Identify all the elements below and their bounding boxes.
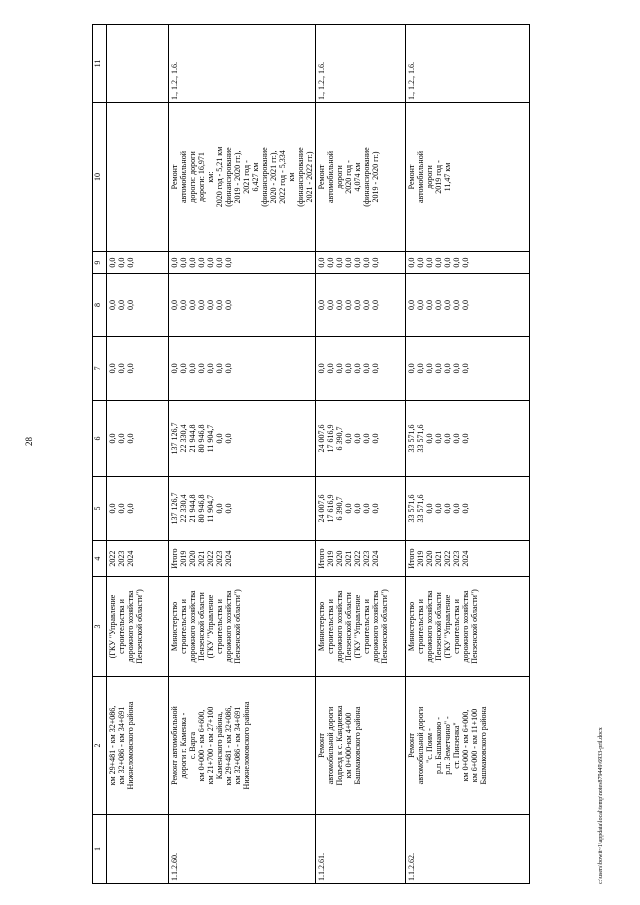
col7-value-line: 0,0	[407, 363, 416, 374]
executor-line: Министерство	[317, 601, 326, 652]
col5-value-line: 0,0	[117, 503, 126, 514]
col6-value-line: 0,0	[224, 433, 233, 444]
col9-value-line: 0,0	[197, 257, 206, 268]
col5-value-line: 0,0	[215, 503, 224, 514]
executor-line: дорожного хозяйства	[126, 590, 135, 663]
result-indicator-line: 2020 - 2021 гг.),	[269, 150, 278, 204]
col5-value-line: 33 571,6	[416, 494, 425, 523]
col9-value-line: 0,0	[224, 257, 233, 268]
col8-value	[107, 274, 169, 336]
year-line: Итого	[170, 548, 179, 569]
event-name-line: км 0+000-км 4+000	[344, 712, 353, 779]
executor-line: Пензенской области	[434, 592, 443, 661]
result-indicator-line: км:	[206, 171, 215, 183]
event-name-line: автомобильной дороги	[416, 706, 425, 785]
result-indicator-line: 2021 - 2022 гг.)	[305, 151, 314, 203]
col6-value	[406, 401, 530, 477]
col5-value-line: 17 616,9	[326, 494, 335, 523]
result-indicator-line: Ремонт	[407, 164, 416, 190]
table-row	[169, 25, 316, 884]
col5-value-line: 11 904,7	[206, 494, 215, 523]
col8-value-line: 0,0	[434, 299, 443, 310]
result-indicator-line: дороги: 16,971	[197, 152, 206, 202]
result-indicator-line: Ремонт	[170, 164, 179, 190]
event-name-line: р.п. Земетчино" -	[443, 716, 452, 775]
col5-value	[169, 476, 316, 541]
col7-value-line: 0,0	[425, 363, 434, 374]
col8-value-line: 0,0	[117, 299, 126, 310]
year-line: 2023	[452, 550, 461, 567]
result-indicator-line: (финансирование	[362, 147, 371, 207]
event-name-line: ст. Пинзенка"	[452, 722, 461, 769]
year-line: 2021	[434, 550, 443, 567]
executor-line: строительства и	[416, 599, 425, 654]
col9-value-line: 0,0	[335, 257, 344, 268]
col6-value-line: 21 944,8	[188, 424, 197, 453]
col9-value-line: 0,0	[126, 257, 135, 268]
col6-value-line: 80 946,8	[197, 424, 206, 453]
program-table	[92, 24, 530, 884]
col6-value-line: 0,0	[452, 433, 461, 444]
executor-line: строительства и	[215, 599, 224, 654]
col7-value-line: 0,0	[362, 363, 371, 374]
col7-value-line: 0,0	[344, 363, 353, 374]
result-indicator-line: 2019 - 2020 гг.)	[371, 151, 380, 203]
year-line: 2019	[416, 550, 425, 567]
result-indicator-line: дороги	[425, 165, 434, 189]
col7-value	[169, 336, 316, 401]
event-name-line: Подъезд к с. Кандиевка	[335, 705, 344, 786]
event-name-line: с. Варга	[188, 731, 197, 760]
col8-value-line: 0,0	[326, 299, 335, 310]
row-id: 1.1.2.61.	[316, 815, 406, 884]
col6-value-line: 0,0	[371, 433, 380, 444]
col8-value-line: 0,0	[452, 299, 461, 310]
col5-value-line: 0,0	[353, 503, 362, 514]
result-indicator-line: 2019 год -	[434, 160, 443, 194]
col5-value-line: 0,0	[434, 503, 443, 514]
col8-value-line: 0,0	[443, 299, 452, 310]
col6-value-line: 0,0	[362, 433, 371, 444]
col7-value-line: 0,0	[224, 363, 233, 374]
event-name	[406, 677, 530, 815]
executor-line: строительства и	[452, 599, 461, 654]
col9-value	[316, 252, 406, 274]
col7-value	[107, 336, 169, 401]
event-name-line: "с. Поим -	[425, 728, 434, 763]
col5-value-line: 0,0	[461, 503, 470, 514]
executor-line: строительства и	[362, 599, 371, 654]
col7-value-line: 0,0	[416, 363, 425, 374]
year	[316, 541, 406, 577]
col5-value-line: 80 946,8	[197, 494, 206, 523]
col7-value-line: 0,0	[371, 363, 380, 374]
col8-value-line: 0,0	[126, 299, 135, 310]
col7-value-line: 0,0	[179, 363, 188, 374]
col5-value-line: 0,0	[224, 503, 233, 514]
col9-value-line: 0,0	[108, 257, 117, 268]
col6-value-line: 0,0	[215, 433, 224, 444]
event-name-line: км 21+700 - км 27+100	[206, 706, 215, 785]
col6-value-line: 6 390,7	[335, 426, 344, 451]
col9-value-line: 0,0	[344, 257, 353, 268]
row-id	[107, 815, 169, 884]
executor-line: Пензенской области")	[233, 589, 242, 664]
col7-value-line: 0,0	[317, 363, 326, 374]
event-name-line: км 0+000 - км 6+600,	[197, 709, 206, 782]
col6-value-line: 33 571,6	[407, 424, 416, 453]
col8-value-line: 0,0	[179, 299, 188, 310]
col5-value-line: 137 126,7	[170, 492, 179, 525]
executor-line: дорожного хозяйства	[188, 590, 197, 663]
col5-value-line: 0,0	[108, 503, 117, 514]
col6-value-line: 24 007,6	[317, 424, 326, 453]
result-indicator-line: автомобильной	[179, 151, 188, 203]
col8-value-line: 0,0	[197, 299, 206, 310]
col6-value-line: 0,0	[425, 433, 434, 444]
col9-value-line: 0,0	[117, 257, 126, 268]
col9-value-line: 0,0	[452, 257, 461, 268]
col6-value-line: 33 571,6	[416, 424, 425, 453]
executor-line: Пензенской области")	[135, 589, 144, 664]
executor-line: Пензенской области	[197, 592, 206, 661]
col8-value-line: 0,0	[362, 299, 371, 310]
event-name-line: дороги г. Каменка -	[179, 712, 188, 779]
col8-value-line: 0,0	[461, 299, 470, 310]
result-indicator	[316, 102, 406, 251]
year-line: 2024	[126, 550, 135, 567]
year-line: 2020	[335, 550, 344, 567]
col5-value	[406, 476, 530, 541]
executor-line: дорожного хозяйства	[461, 590, 470, 663]
col9-value-line: 0,0	[326, 257, 335, 268]
executor	[406, 576, 530, 676]
col7-value-line: 0,0	[461, 363, 470, 374]
result-indicator-line: дороги	[335, 165, 344, 189]
executor-line: Пензенской области	[344, 592, 353, 661]
col6-value-line: 0,0	[434, 433, 443, 444]
col7-value-line: 0,0	[188, 363, 197, 374]
footer-path: c:\users\bowit~1\appdata\local\temp\notes879449\6933-pril.docx	[598, 727, 604, 884]
header-cell: 4	[93, 541, 107, 577]
col6-value	[316, 401, 406, 477]
col7-value-line: 0,0	[326, 363, 335, 374]
header-cell: 3	[93, 576, 107, 676]
event-name-line: Башмаковского района	[353, 706, 362, 785]
col8-value-line: 0,0	[108, 299, 117, 310]
col9-value-line: 0,0	[215, 257, 224, 268]
col9-value-line: 0,0	[434, 257, 443, 268]
col6-value-line: 22 330,4	[179, 424, 188, 453]
event-name-line: Нижнеломовского района	[126, 701, 135, 790]
col8-value-line: 0,0	[215, 299, 224, 310]
year-line: 2022	[443, 550, 452, 567]
event-name-line: Башмаковского района	[479, 706, 488, 785]
result-indicator-line: 2022 год - 5,334	[278, 150, 287, 204]
col7-value	[406, 336, 530, 401]
year-line: 2022	[108, 550, 117, 567]
year-line: 2022	[206, 550, 215, 567]
col8-value-line: 0,0	[317, 299, 326, 310]
result-indicator-line: 2020 год - 5,21 км	[215, 146, 224, 208]
header-row	[93, 25, 107, 884]
col5-value-line: 0,0	[425, 503, 434, 514]
header-cell: 9	[93, 252, 107, 274]
page-number: 28	[24, 437, 34, 446]
col9-value-line: 0,0	[416, 257, 425, 268]
col5-value-line: 0,0	[362, 503, 371, 514]
executor-line: (ГКУ "Управление	[206, 594, 215, 659]
executor-line: дорожного хозяйства	[335, 590, 344, 663]
col6-value-line: 0,0	[126, 433, 135, 444]
event-name-line: км 29+481 - км 32+086,	[224, 705, 233, 786]
event-name-line: Каменского района,	[215, 711, 224, 780]
col6-value-line: 11 904,7	[206, 424, 215, 453]
result-indicator-line: 2021 год -	[242, 160, 251, 194]
col9-value-line: 0,0	[188, 257, 197, 268]
col9-value-line: 0,0	[317, 257, 326, 268]
col5-value-line: 6 390,7	[335, 496, 344, 521]
col7-value-line: 0,0	[126, 363, 135, 374]
col7-value-line: 0,0	[170, 363, 179, 374]
year-line: 2020	[188, 550, 197, 567]
col5-value-line: 0,0	[371, 503, 380, 514]
col8-value-line: 0,0	[416, 299, 425, 310]
col7-value-line: 0,0	[443, 363, 452, 374]
year-line: 2023	[215, 550, 224, 567]
event-name-line: автомобильной дороги	[326, 706, 335, 785]
table-row	[107, 25, 169, 884]
executor-line: (ГКУ "Управление	[443, 594, 452, 659]
col8-value	[406, 274, 530, 336]
task-ref	[107, 25, 169, 103]
result-indicator-line: автомобильной	[416, 151, 425, 203]
col9-value-line: 0,0	[371, 257, 380, 268]
event-name-line: км 6+000 - км 11+100	[470, 708, 479, 783]
col8-value-line: 0,0	[206, 299, 215, 310]
year-line: Итого	[407, 548, 416, 569]
event-name-line: км 32+086 - км 34+691	[233, 706, 242, 785]
col7-value-line: 0,0	[353, 363, 362, 374]
event-name-line: Нижнеломовского района	[242, 701, 251, 790]
event-name	[316, 677, 406, 815]
executor-line: дорожного хозяйства	[425, 590, 434, 663]
year	[107, 541, 169, 577]
col8-value-line: 0,0	[224, 299, 233, 310]
result-indicator	[169, 102, 316, 251]
result-indicator-line: 6,427 км	[251, 162, 260, 192]
col6-value-line: 0,0	[443, 433, 452, 444]
executor-line: строительства и	[326, 599, 335, 654]
year-line: 2024	[461, 550, 470, 567]
col5-value-line: 24 007,6	[317, 494, 326, 523]
col9-value-line: 0,0	[425, 257, 434, 268]
result-indicator-line: (финансирование	[260, 147, 269, 207]
executor-line: дорожного хозяйства	[224, 590, 233, 663]
executor-line: Пензенской области")	[470, 589, 479, 664]
result-indicator-line: (финансирование	[224, 147, 233, 207]
year-line: 2022	[353, 550, 362, 567]
event-name-line: км 0+000 - км 6+000,	[461, 709, 470, 782]
result-indicator-line: 2020 год -	[344, 160, 353, 194]
col9-value-line: 0,0	[461, 257, 470, 268]
col5-value-line: 0,0	[452, 503, 461, 514]
header-cell: 1	[93, 815, 107, 884]
task-ref: 1., 1.2., 1.6.	[406, 25, 530, 103]
event-name-line: км 32+086 - км 34+691	[117, 706, 126, 785]
col6-value-line: 0,0	[461, 433, 470, 444]
header-cell: 10	[93, 102, 107, 251]
col7-value-line: 0,0	[206, 363, 215, 374]
col8-value-line: 0,0	[188, 299, 197, 310]
result-indicator	[107, 102, 169, 251]
header-cell: 11	[93, 25, 107, 103]
col6-value	[169, 401, 316, 477]
result-indicator	[406, 102, 530, 251]
executor	[107, 576, 169, 676]
result-indicator-line: автомобильной	[326, 151, 335, 203]
result-indicator-line: км	[287, 172, 296, 182]
result-indicator-line: дороги: дороги	[188, 151, 197, 203]
col5-value-line: 0,0	[126, 503, 135, 514]
year-line: 2020	[425, 550, 434, 567]
col8-value-line: 0,0	[425, 299, 434, 310]
year-line: 2019	[179, 550, 188, 567]
result-indicator-line: 11,47 км	[443, 162, 452, 192]
col7-value-line: 0,0	[117, 363, 126, 374]
col6-value	[107, 401, 169, 477]
executor-line: строительства и	[179, 599, 188, 654]
col6-value-line: 0,0	[108, 433, 117, 444]
col6-value-line: 17 616,9	[326, 424, 335, 453]
result-indicator-line: 2019 - 2020 гг.),	[233, 150, 242, 204]
event-name	[169, 677, 316, 815]
col9-value-line: 0,0	[179, 257, 188, 268]
col7-value-line: 0,0	[215, 363, 224, 374]
col9-value-line: 0,0	[353, 257, 362, 268]
result-indicator-line: Ремонт	[317, 164, 326, 190]
year-line: 2024	[371, 550, 380, 567]
col8-value-line: 0,0	[170, 299, 179, 310]
event-name-line: Ремонт автомобильной	[170, 706, 179, 785]
col5-value-line: 0,0	[443, 503, 452, 514]
year	[406, 541, 530, 577]
year-line: 2021	[197, 550, 206, 567]
col8-value-line: 0,0	[335, 299, 344, 310]
col9-value-line: 0,0	[443, 257, 452, 268]
task-ref: 1., 1.2., 1.6.	[169, 25, 316, 103]
executor-line: (ГКУ "Управление	[108, 594, 117, 659]
executor-line: Министерство	[407, 601, 416, 652]
result-indicator-line: (финансирование	[296, 147, 305, 207]
col7-value-line: 0,0	[108, 363, 117, 374]
year-line: 2023	[117, 550, 126, 567]
col6-value-line: 0,0	[353, 433, 362, 444]
col7-value-line: 0,0	[452, 363, 461, 374]
year-line: 2021	[344, 550, 353, 567]
col5-value	[107, 476, 169, 541]
col8-value	[169, 274, 316, 336]
executor-line: Министерство	[170, 601, 179, 652]
col9-value	[406, 252, 530, 274]
result-indicator-line: 4,074 км	[353, 162, 362, 192]
col6-value-line: 0,0	[117, 433, 126, 444]
header-cell: 5	[93, 476, 107, 541]
col5-value-line: 0,0	[344, 503, 353, 514]
col6-value-line: 0,0	[344, 433, 353, 444]
col5-value-line: 33 571,6	[407, 494, 416, 523]
col8-value-line: 0,0	[353, 299, 362, 310]
col8-value-line: 0,0	[344, 299, 353, 310]
header-cell: 8	[93, 274, 107, 336]
executor-line: Пензенской области")	[380, 589, 389, 664]
year-line: 2023	[362, 550, 371, 567]
header-cell: 6	[93, 401, 107, 477]
col5-value-line: 22 330,4	[179, 494, 188, 523]
table-row	[316, 25, 406, 884]
header-cell: 7	[93, 336, 107, 401]
col9-value	[169, 252, 316, 274]
col7-value-line: 0,0	[434, 363, 443, 374]
year-line: 2024	[224, 550, 233, 567]
col9-value-line: 0,0	[362, 257, 371, 268]
col6-value-line: 137 126,7	[170, 422, 179, 455]
col5-value	[316, 476, 406, 541]
event-name-line: Ремонт	[407, 733, 416, 758]
row-id: 1.1.2.62.	[406, 815, 530, 884]
col5-value-line: 21 944,8	[188, 494, 197, 523]
header-cell: 2	[93, 677, 107, 815]
table-row	[406, 25, 530, 884]
executor-line: строительства и	[117, 599, 126, 654]
row-id: 1.1.2.60.	[169, 815, 316, 884]
col7-value	[316, 336, 406, 401]
executor	[169, 576, 316, 676]
event-name-line: р.п. Башмаково -	[434, 717, 443, 775]
col9-value-line: 0,0	[170, 257, 179, 268]
col7-value-line: 0,0	[335, 363, 344, 374]
col8-value	[316, 274, 406, 336]
executor-line: дорожного хозяйства	[371, 590, 380, 663]
event-name-line: км 29+481 - км 32+086,	[108, 705, 117, 786]
year	[169, 541, 316, 577]
year-line: 2019	[326, 550, 335, 567]
event-name-line: Ремонт	[317, 733, 326, 758]
task-ref: 1., 1.2., 1.6.	[316, 25, 406, 103]
col8-value-line: 0,0	[407, 299, 416, 310]
col9-value	[107, 252, 169, 274]
col9-value-line: 0,0	[407, 257, 416, 268]
rotated-table-container	[92, 24, 592, 884]
executor-line: (ГКУ "Управление	[353, 594, 362, 659]
year-line: Итого	[317, 548, 326, 569]
event-name	[107, 677, 169, 815]
executor	[316, 576, 406, 676]
col9-value-line: 0,0	[206, 257, 215, 268]
col7-value-line: 0,0	[197, 363, 206, 374]
col8-value-line: 0,0	[371, 299, 380, 310]
